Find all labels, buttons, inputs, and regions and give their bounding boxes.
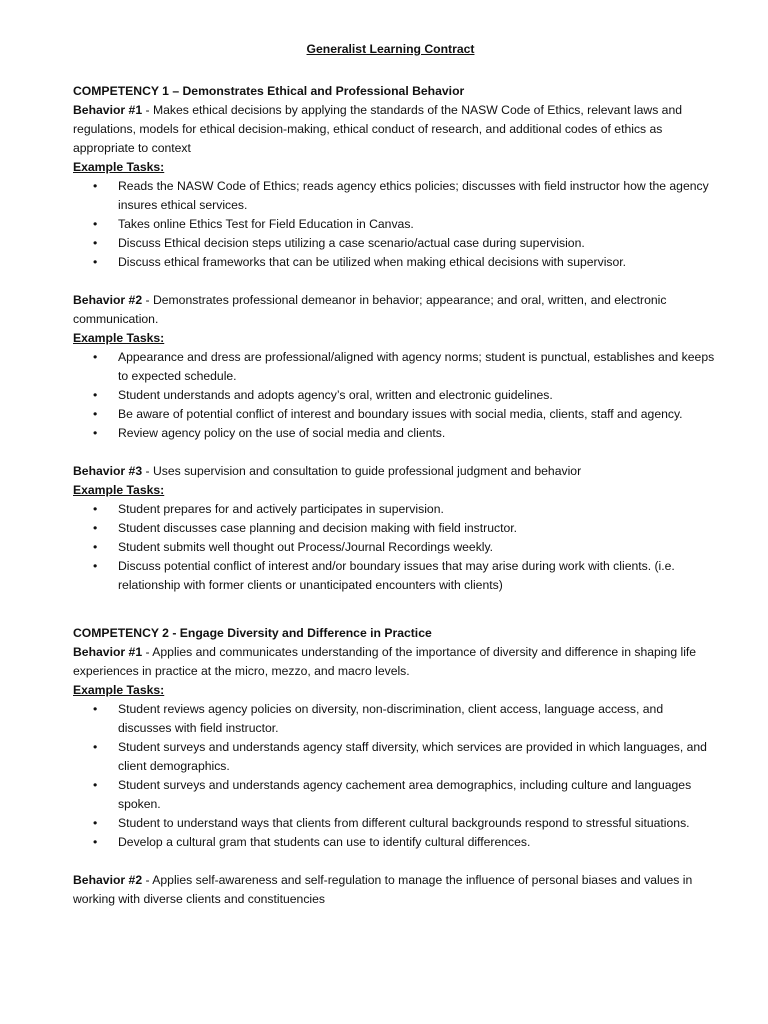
- bullet-icon: •: [93, 559, 98, 573]
- competency-2-label: COMPETENCY 2: [73, 626, 169, 640]
- c1-b1-task-list: [73, 177, 718, 272]
- bullet-icon: •: [93, 350, 98, 364]
- task-text: Student submits well thought out Process/Journal Recordings weekly.: [118, 540, 494, 554]
- bullet-icon: •: [93, 426, 98, 440]
- competency-1-section: [73, 82, 718, 595]
- task-text: Discuss potential conflict of interest and/or boundary issues that may arise during work with clients. (i.e. relationship with former clients or unanticipated encounters with clients): [118, 559, 675, 592]
- list-item: [73, 348, 718, 386]
- c1-b2-task-list: [73, 348, 718, 443]
- bullet-icon: •: [93, 388, 98, 402]
- list-item: [73, 177, 718, 215]
- competency-1-label: COMPETENCY 1: [73, 84, 169, 98]
- c1-behavior-1-label: Behavior #1: [73, 103, 143, 117]
- task-text: Student reviews agency policies on diversity, non-discrimination, client access, language access, and discusses with field instructor.: [118, 702, 664, 735]
- list-item: [73, 215, 718, 234]
- list-item: [73, 738, 718, 776]
- list-item: [73, 538, 718, 557]
- bullet-icon: •: [93, 502, 98, 516]
- task-text: Develop a cultural gram that students can use to identify cultural differences.: [118, 835, 531, 849]
- task-text: Student surveys and understands agency staff diversity, which services are provided in which languages, and client demographics.: [118, 740, 707, 773]
- spacer: [73, 595, 718, 624]
- bullet-icon: •: [93, 236, 98, 250]
- bullet-icon: •: [93, 540, 98, 554]
- c1-b3-task-list: [73, 500, 718, 595]
- spacer: [73, 443, 718, 462]
- list-item: [73, 405, 718, 424]
- page-title: Generalist Learning Contract: [306, 42, 475, 56]
- task-text: Reads the NASW Code of Ethics; reads agency ethics policies; discusses with field instructor how the agency insures ethical services.: [118, 179, 709, 212]
- c1-behavior-1-text: - Makes ethical decisions by applying the standards of the NASW Code of Ethics, relevant laws and regulations, models for ethical decision-making, ethical conduct of research, and additional codes of ethics as appropriate to context: [73, 103, 683, 155]
- c1-behavior-3: [73, 462, 718, 481]
- c2-behavior-1-label: Behavior #1: [73, 645, 143, 659]
- list-item: [73, 500, 718, 519]
- c2-b1-task-list: [73, 700, 718, 852]
- c1-behavior-3-label: Behavior #3: [73, 464, 143, 478]
- c1-b3-example-label: Example Tasks:: [73, 483, 165, 497]
- bullet-icon: •: [93, 778, 98, 792]
- bullet-icon: •: [93, 702, 98, 716]
- competency-2-title: - Engage Diversity and Difference in Practice: [168, 626, 432, 640]
- task-text: Review agency policy on the use of social media and clients.: [118, 426, 446, 440]
- list-item: [73, 833, 718, 852]
- c2-behavior-2: [73, 871, 718, 909]
- list-item: [73, 253, 718, 272]
- list-item: [73, 234, 718, 253]
- task-text: Be aware of potential conflict of interest and boundary issues with social media, clients, staff and agency.: [118, 407, 683, 421]
- c1-behavior-2-text: - Demonstrates professional demeanor in behavior; appearance; and oral, written, and electronic communication.: [73, 293, 667, 326]
- c1-behavior-2: [73, 291, 718, 329]
- task-text: Takes online Ethics Test for Field Education in Canvas.: [118, 217, 414, 231]
- list-item: [73, 814, 718, 833]
- c2-behavior-1-text: - Applies and communicates understanding of the importance of diversity and difference in shaping life experiences in practice at the micro, mezzo, and macro levels.: [73, 645, 697, 678]
- competency-2-section: [73, 624, 718, 909]
- c2-b1-example-label: Example Tasks:: [73, 683, 165, 697]
- competency-2-heading: [73, 624, 718, 643]
- spacer: [73, 852, 718, 871]
- spacer: [73, 272, 718, 291]
- list-item: [73, 700, 718, 738]
- task-text: Student surveys and understands agency cachement area demographics, including culture and languages spoken.: [118, 778, 692, 811]
- bullet-icon: •: [93, 816, 98, 830]
- c1-behavior-2-label: Behavior #2: [73, 293, 143, 307]
- task-text: Appearance and dress are professional/aligned with agency norms; student is punctual, establishes and keeps to expected schedule.: [118, 350, 715, 383]
- bullet-icon: •: [93, 740, 98, 754]
- task-text: Student understands and adopts agency’s oral, written and electronic guidelines.: [118, 388, 553, 402]
- bullet-icon: •: [93, 179, 98, 193]
- list-item: [73, 386, 718, 405]
- task-text: Student prepares for and actively participates in supervision.: [118, 502, 444, 516]
- task-text: Student to understand ways that clients from different cultural backgrounds respond to stressful situations.: [118, 816, 690, 830]
- competency-1-heading: [73, 82, 718, 101]
- list-item: [73, 519, 718, 538]
- c2-behavior-2-text: - Applies self-awareness and self-regulation to manage the influence of personal biases and values in working with diverse clients and constituencies: [73, 873, 693, 906]
- c1-behavior-3-text: - Uses supervision and consultation to guide professional judgment and behavior: [142, 464, 582, 478]
- bullet-icon: •: [93, 835, 98, 849]
- c2-behavior-2-label: Behavior #2: [73, 873, 143, 887]
- list-item: [73, 557, 718, 595]
- c1-b2-example-label: Example Tasks:: [73, 331, 165, 345]
- c1-b1-example-label: Example Tasks:: [73, 160, 165, 174]
- competency-1-title: – Demonstrates Ethical and Professional Behavior: [168, 84, 465, 98]
- bullet-icon: •: [93, 217, 98, 231]
- c1-behavior-1: [73, 101, 718, 158]
- task-text: Student discusses case planning and decision making with field instructor.: [118, 521, 518, 535]
- task-text: Discuss Ethical decision steps utilizing a case scenario/actual case during supervision.: [118, 236, 585, 250]
- bullet-icon: •: [93, 521, 98, 535]
- c2-behavior-1: [73, 643, 718, 681]
- task-text: Discuss ethical frameworks that can be utilized when making ethical decisions with supervisor.: [118, 255, 627, 269]
- bullet-icon: •: [93, 407, 98, 421]
- bullet-icon: •: [93, 255, 98, 269]
- list-item: [73, 424, 718, 443]
- list-item: [73, 776, 718, 814]
